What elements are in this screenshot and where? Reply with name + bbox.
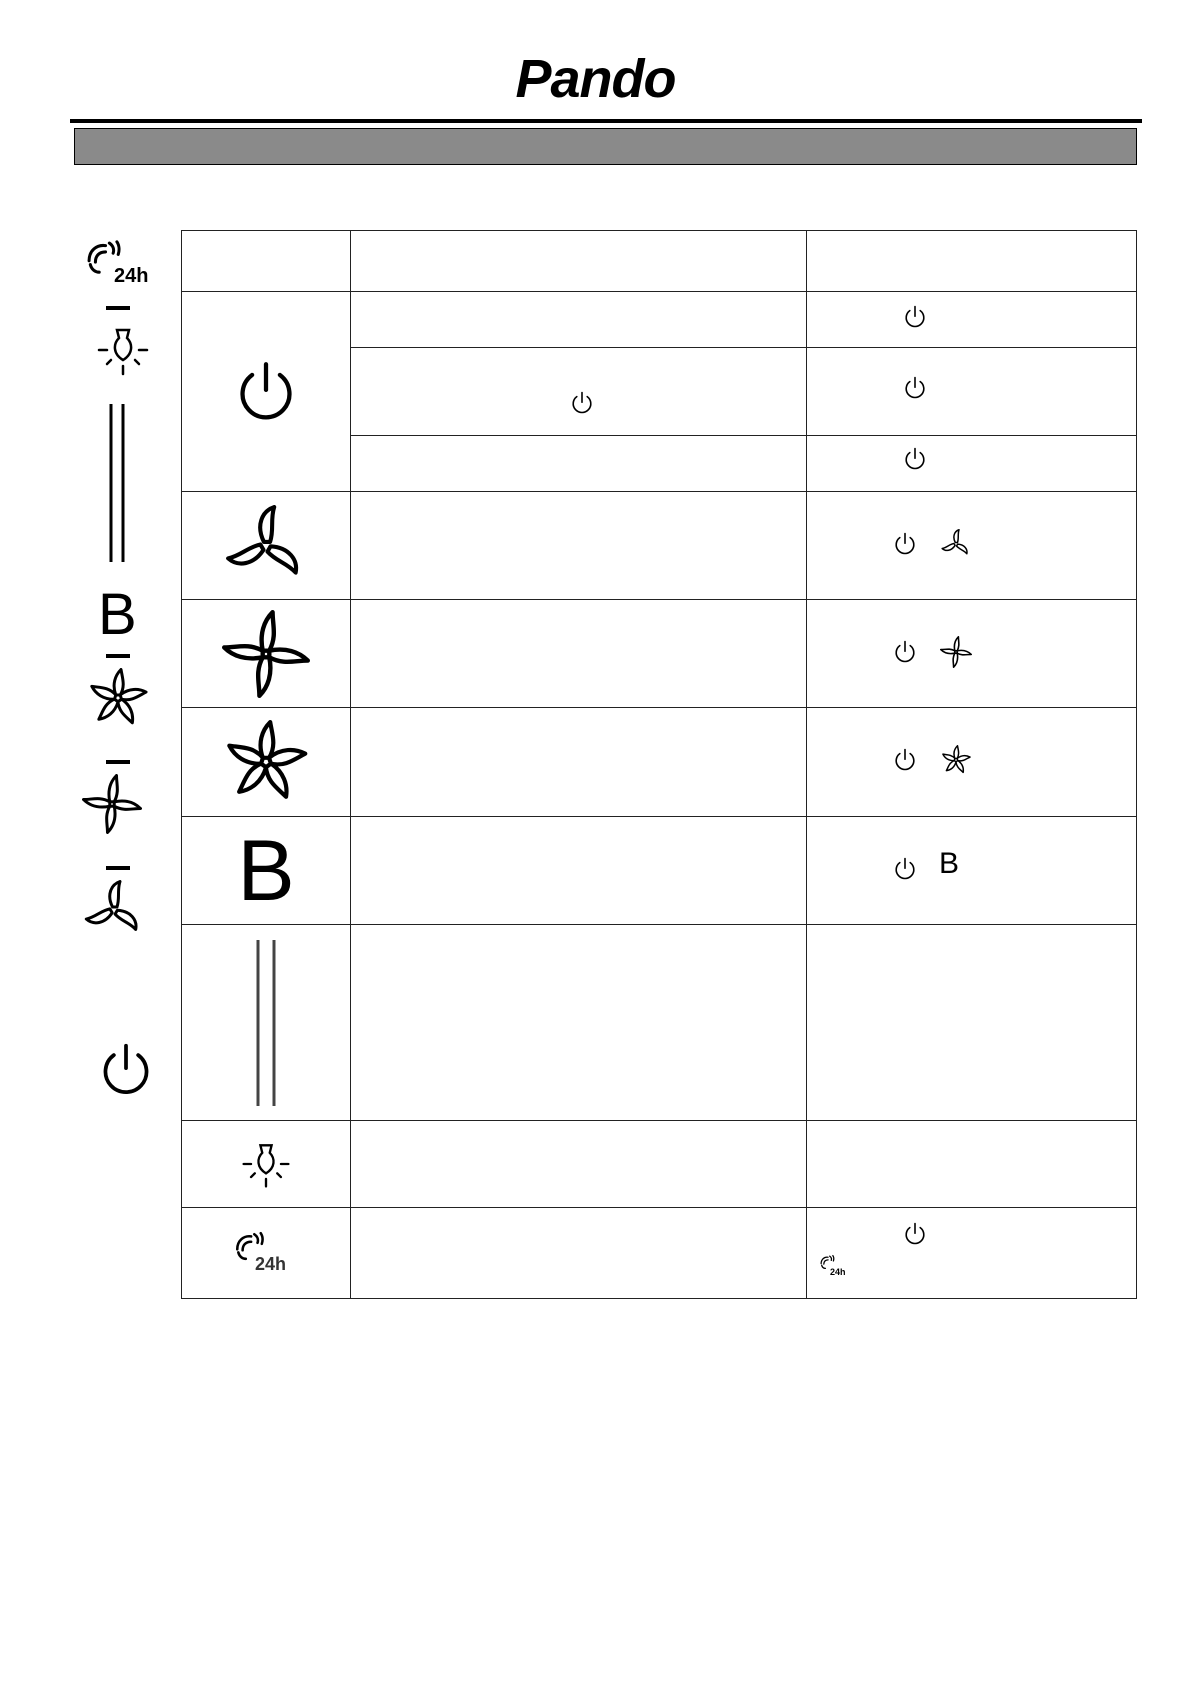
header-cell-operation [807, 231, 1137, 292]
boost-cell [182, 817, 351, 925]
svg-text:24h: 24h [830, 1267, 846, 1277]
power-icon[interactable] [105, 1046, 146, 1092]
table-header-row [182, 231, 1137, 292]
operation-cell [807, 1208, 1137, 1299]
control-panel-graphic [78, 226, 168, 1106]
power-icon [893, 748, 917, 772]
fan-speed-1-cell [182, 492, 351, 600]
header-rule [70, 119, 1142, 123]
description-cell [351, 1208, 807, 1299]
power-icon [570, 391, 594, 415]
filter-cell [182, 925, 351, 1121]
header-cell-button [182, 231, 351, 292]
operation-cell [807, 492, 1137, 600]
power-icon [893, 857, 917, 881]
description-cell [351, 492, 807, 600]
fan-speed-2-icon [940, 636, 972, 668]
power-icon [903, 1222, 927, 1246]
brand-logo: Pando [515, 49, 676, 109]
description-cell [351, 292, 807, 348]
table-row-timer-24h [182, 1208, 1137, 1299]
table-row-fan-speed-2 [182, 600, 1137, 708]
table-row-filter [182, 925, 1137, 1121]
light-icon [238, 1136, 294, 1192]
light-cell [182, 1121, 351, 1208]
svg-text:24h: 24h [114, 265, 149, 287]
separator-bar [106, 306, 130, 310]
separator-bar [106, 654, 130, 658]
timer-24h-icon [819, 1254, 849, 1278]
operation-cell [807, 348, 1137, 436]
timer-24h-icon [231, 1228, 301, 1278]
operation-cell [807, 708, 1137, 817]
table-row-light [182, 1121, 1137, 1208]
description-cell [351, 708, 807, 817]
fan-speed-3-cell [182, 708, 351, 817]
separator-bar [106, 760, 130, 764]
power-icon [903, 376, 927, 400]
description-cell [351, 436, 807, 492]
power-icon [903, 447, 927, 471]
fan-speed-1-icon [941, 529, 971, 559]
operation-cell [807, 292, 1137, 348]
power-icon [234, 360, 298, 424]
description-cell [351, 817, 807, 925]
control-panel [78, 226, 168, 1106]
table-row-fan-speed-1 [182, 492, 1137, 600]
separator-bar [106, 866, 130, 870]
fan-speed-2-icon[interactable] [84, 776, 141, 833]
table-row-fan-speed-3 [182, 708, 1137, 817]
fan-speed-2-cell [182, 600, 351, 708]
operation-cell [807, 817, 1137, 925]
fan-speed-3-icon [941, 745, 971, 775]
header-cell-function [351, 231, 807, 292]
section-title-bar [74, 128, 1137, 165]
timer-24h-icon[interactable] [89, 242, 148, 287]
boost-icon[interactable]: B [98, 582, 137, 647]
light-icon[interactable] [99, 330, 147, 374]
description-cell [351, 600, 807, 708]
power-icon [893, 532, 917, 556]
operation-cell [807, 600, 1137, 708]
fan-speed-3-icon[interactable] [90, 670, 147, 725]
power-icon [893, 640, 917, 664]
description-cell [351, 1121, 807, 1208]
operation-cell [807, 925, 1137, 1121]
power-icon [903, 305, 927, 329]
fan-speed-2-icon [222, 610, 310, 698]
fan-speed-3-icon [224, 720, 308, 804]
fan-speed-1-icon [225, 505, 307, 587]
timer-24h-cell [182, 1208, 351, 1299]
operation-cell [807, 436, 1137, 492]
fan-speed-1-icon[interactable] [86, 882, 140, 930]
svg-text:24h: 24h [255, 1254, 287, 1274]
description-cell [351, 925, 807, 1121]
table-row-power-1 [182, 292, 1137, 348]
boost-icon: B [939, 847, 960, 880]
filter-icon [246, 938, 286, 1108]
power-button-cell [182, 292, 351, 492]
controls-table [181, 230, 1137, 1299]
boost-icon: B [237, 822, 295, 919]
filter-icon[interactable] [111, 404, 123, 562]
description-cell [351, 348, 807, 436]
table-row-boost [182, 817, 1137, 925]
operation-cell [807, 1121, 1137, 1208]
